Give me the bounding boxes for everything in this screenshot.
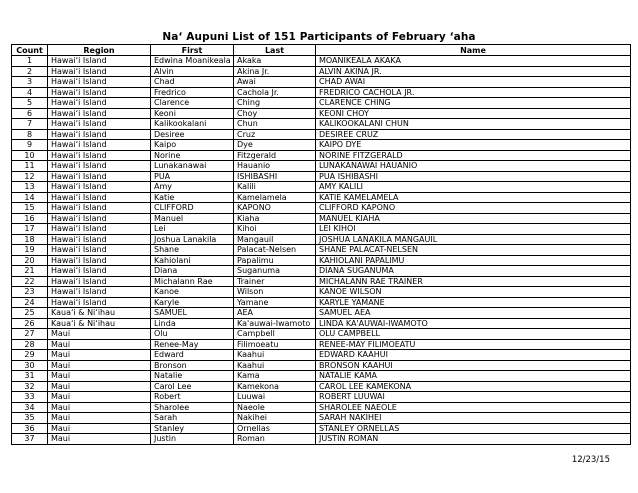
column-header-first: First xyxy=(151,45,234,56)
cell-count: 36 xyxy=(12,423,48,434)
cell-region: Hawaiʻi Island xyxy=(48,182,151,193)
cell-region: Hawaiʻi Island xyxy=(48,140,151,151)
cell-first: Edwina Moanikeala xyxy=(151,56,234,67)
cell-first: Manuel xyxy=(151,213,234,224)
cell-count: 6 xyxy=(12,108,48,119)
table-row xyxy=(12,350,631,361)
cell-region: Maui xyxy=(48,381,151,392)
cell-last: Kamelamela xyxy=(234,192,316,203)
table-row xyxy=(12,56,631,67)
cell-region: Maui xyxy=(48,423,151,434)
cell-first: Desiree xyxy=(151,129,234,140)
cell-first: Michalann Rae xyxy=(151,276,234,287)
cell-count: 31 xyxy=(12,371,48,382)
table-row xyxy=(12,129,631,140)
cell-count: 10 xyxy=(12,150,48,161)
cell-count: 3 xyxy=(12,77,48,88)
cell-region: Kauaʻi & Niʻihau xyxy=(48,318,151,329)
table-row xyxy=(12,224,631,235)
cell-first: Amy xyxy=(151,182,234,193)
cell-region: Maui xyxy=(48,371,151,382)
cell-name: KAIPO DYE xyxy=(316,140,631,151)
cell-count: 5 xyxy=(12,98,48,109)
cell-last: Kihoi xyxy=(234,224,316,235)
cell-count: 20 xyxy=(12,255,48,266)
cell-first: Kahiolani xyxy=(151,255,234,266)
cell-name: MOANIKEALA AKAKA xyxy=(316,56,631,67)
cell-count: 18 xyxy=(12,234,48,245)
cell-count: 14 xyxy=(12,192,48,203)
cell-last: Choy xyxy=(234,108,316,119)
cell-region: Hawaiʻi Island xyxy=(48,161,151,172)
cell-region: Hawaiʻi Island xyxy=(48,203,151,214)
cell-last: Roman xyxy=(234,434,316,445)
cell-count: 4 xyxy=(12,87,48,98)
table-row xyxy=(12,392,631,403)
cell-count: 19 xyxy=(12,245,48,256)
cell-name: LEI KIHOI xyxy=(316,224,631,235)
cell-count: 1 xyxy=(12,56,48,67)
cell-last: AEA xyxy=(234,308,316,319)
cell-region: Maui xyxy=(48,360,151,371)
cell-last: Filimoeatu xyxy=(234,339,316,350)
cell-first: Edward xyxy=(151,350,234,361)
cell-name: SAMUEL AEA xyxy=(316,308,631,319)
cell-first: Sarah xyxy=(151,413,234,424)
table-row xyxy=(12,203,631,214)
table-row xyxy=(12,182,631,193)
cell-first: Justin xyxy=(151,434,234,445)
cell-region: Hawaiʻi Island xyxy=(48,276,151,287)
cell-name: KAHIOLANI PAPALIMU xyxy=(316,255,631,266)
cell-region: Hawaiʻi Island xyxy=(48,119,151,130)
cell-last: Ka'auwai-Iwamoto xyxy=(234,318,316,329)
cell-last: ISHIBASHI xyxy=(234,171,316,182)
cell-last: Ching xyxy=(234,98,316,109)
cell-first: Lunakanawai xyxy=(151,161,234,172)
cell-last: Suganuma xyxy=(234,266,316,277)
cell-first: Carol Lee xyxy=(151,381,234,392)
cell-first: Karyle xyxy=(151,297,234,308)
cell-first: Kanoe xyxy=(151,287,234,298)
cell-name: DESIREE CRUZ xyxy=(316,129,631,140)
cell-first: Robert xyxy=(151,392,234,403)
cell-last: Naeole xyxy=(234,402,316,413)
cell-name: KEONI CHOY xyxy=(316,108,631,119)
column-header-last: Last xyxy=(234,45,316,56)
cell-last: Akina Jr. xyxy=(234,66,316,77)
cell-name: NATALIE KAMA xyxy=(316,371,631,382)
cell-name: RENEE-MAY FILIMOEATU xyxy=(316,339,631,350)
cell-last: Luuwai xyxy=(234,392,316,403)
table-row xyxy=(12,108,631,119)
cell-count: 34 xyxy=(12,402,48,413)
cell-name: LUNAKANAWAI HAUANIO xyxy=(316,161,631,172)
table-row xyxy=(12,171,631,182)
cell-first: Kaipo xyxy=(151,140,234,151)
cell-first: Stanley xyxy=(151,423,234,434)
table-row xyxy=(12,234,631,245)
table-row xyxy=(12,213,631,224)
cell-last: Wilson xyxy=(234,287,316,298)
cell-first: Norine xyxy=(151,150,234,161)
cell-count: 24 xyxy=(12,297,48,308)
cell-region: Hawaiʻi Island xyxy=(48,171,151,182)
cell-region: Hawaiʻi Island xyxy=(48,245,151,256)
cell-name: AMY KALILI xyxy=(316,182,631,193)
cell-last: Cachola Jr. xyxy=(234,87,316,98)
cell-region: Maui xyxy=(48,350,151,361)
cell-first: Chad xyxy=(151,77,234,88)
table-row xyxy=(12,339,631,350)
cell-last: Trainer xyxy=(234,276,316,287)
cell-region: Hawaiʻi Island xyxy=(48,87,151,98)
cell-count: 13 xyxy=(12,182,48,193)
cell-first: Shane xyxy=(151,245,234,256)
cell-last: Kalili xyxy=(234,182,316,193)
cell-count: 30 xyxy=(12,360,48,371)
cell-region: Maui xyxy=(48,339,151,350)
cell-last: Dye xyxy=(234,140,316,151)
cell-first: Lei xyxy=(151,224,234,235)
cell-first: Bronson xyxy=(151,360,234,371)
table-row xyxy=(12,98,631,109)
column-header-region: Region xyxy=(48,45,151,56)
cell-last: Kamekona xyxy=(234,381,316,392)
cell-region: Hawaiʻi Island xyxy=(48,255,151,266)
cell-last: Hauanio xyxy=(234,161,316,172)
cell-region: Hawaiʻi Island xyxy=(48,56,151,67)
cell-count: 37 xyxy=(12,434,48,445)
cell-region: Maui xyxy=(48,434,151,445)
cell-first: SAMUEL xyxy=(151,308,234,319)
cell-count: 15 xyxy=(12,203,48,214)
table-row xyxy=(12,434,631,445)
cell-region: Hawaiʻi Island xyxy=(48,213,151,224)
cell-name: CAROL LEE KAMEKONA xyxy=(316,381,631,392)
cell-last: Ornellas xyxy=(234,423,316,434)
cell-count: 2 xyxy=(12,66,48,77)
cell-name: BRONSON KAAHUI xyxy=(316,360,631,371)
cell-first: Clarence xyxy=(151,98,234,109)
cell-first: Kalikookalani xyxy=(151,119,234,130)
cell-region: Hawaiʻi Island xyxy=(48,150,151,161)
cell-region: Maui xyxy=(48,329,151,340)
table-header-row xyxy=(12,45,631,56)
cell-last: Campbell xyxy=(234,329,316,340)
table-row xyxy=(12,329,631,340)
cell-name: NORINE FITZGERALD xyxy=(316,150,631,161)
cell-first: PUA xyxy=(151,171,234,182)
table-row xyxy=(12,297,631,308)
table-row xyxy=(12,192,631,203)
cell-name: SHANE PALACAT-NELSEN xyxy=(316,245,631,256)
cell-first: CLIFFORD xyxy=(151,203,234,214)
cell-region: Maui xyxy=(48,402,151,413)
cell-name: EDWARD KAAHUI xyxy=(316,350,631,361)
cell-name: ROBERT LUUWAI xyxy=(316,392,631,403)
table-row xyxy=(12,150,631,161)
cell-region: Kauaʻi & Niʻihau xyxy=(48,308,151,319)
cell-count: 21 xyxy=(12,266,48,277)
cell-name: CLARENCE CHING xyxy=(316,98,631,109)
cell-region: Hawaiʻi Island xyxy=(48,224,151,235)
cell-name: CHAD AWAI xyxy=(316,77,631,88)
table-row xyxy=(12,371,631,382)
cell-name: PUA ISHIBASHI xyxy=(316,171,631,182)
cell-last: KAPONO xyxy=(234,203,316,214)
cell-first: Diana xyxy=(151,266,234,277)
cell-last: Kaahui xyxy=(234,350,316,361)
cell-first: Fredrico xyxy=(151,87,234,98)
cell-first: Renee-May xyxy=(151,339,234,350)
cell-first: Joshua Lanakila xyxy=(151,234,234,245)
cell-name: CLIFFORD KAPONO xyxy=(316,203,631,214)
column-header-name: Name xyxy=(316,45,631,56)
cell-region: Maui xyxy=(48,413,151,424)
cell-first: Olu xyxy=(151,329,234,340)
cell-last: Kaahui xyxy=(234,360,316,371)
table-row xyxy=(12,413,631,424)
cell-last: Awai xyxy=(234,77,316,88)
cell-name: JOSHUA LANAKILA MANGAUIL xyxy=(316,234,631,245)
cell-name: LINDA KA'AUWAI-IWAMOTO xyxy=(316,318,631,329)
cell-last: Palacat-Nelsen xyxy=(234,245,316,256)
cell-count: 29 xyxy=(12,350,48,361)
table-body xyxy=(12,56,631,445)
cell-name: KANOE WILSON xyxy=(316,287,631,298)
table-row xyxy=(12,381,631,392)
footer-date: 12/23/15 xyxy=(571,455,610,465)
cell-count: 22 xyxy=(12,276,48,287)
cell-count: 7 xyxy=(12,119,48,130)
cell-last: Kiaha xyxy=(234,213,316,224)
cell-count: 28 xyxy=(12,339,48,350)
cell-last: Kama xyxy=(234,371,316,382)
table-row xyxy=(12,119,631,130)
table-row xyxy=(12,360,631,371)
cell-last: Papalimu xyxy=(234,255,316,266)
cell-region: Hawaiʻi Island xyxy=(48,297,151,308)
cell-last: Chun xyxy=(234,119,316,130)
cell-name: MANUEL KIAHA xyxy=(316,213,631,224)
table-row xyxy=(12,266,631,277)
table-row xyxy=(12,318,631,329)
cell-name: KALIKOOKALANI CHUN xyxy=(316,119,631,130)
table-row xyxy=(12,308,631,319)
cell-region: Hawaiʻi Island xyxy=(48,129,151,140)
cell-region: Hawaiʻi Island xyxy=(48,66,151,77)
cell-last: Fitzgerald xyxy=(234,150,316,161)
table-row xyxy=(12,287,631,298)
table-row xyxy=(12,87,631,98)
table-row xyxy=(12,161,631,172)
cell-name: MICHALANN RAE TRAINER xyxy=(316,276,631,287)
cell-count: 16 xyxy=(12,213,48,224)
cell-count: 17 xyxy=(12,224,48,235)
table-row xyxy=(12,255,631,266)
cell-count: 32 xyxy=(12,381,48,392)
cell-count: 9 xyxy=(12,140,48,151)
cell-last: Mangauil xyxy=(234,234,316,245)
cell-name: DIANA SUGANUMA xyxy=(316,266,631,277)
document-title: Naʻ Aupuni List of 151 Participants of February ʻaha xyxy=(162,31,476,43)
cell-count: 25 xyxy=(12,308,48,319)
cell-region: Hawaiʻi Island xyxy=(48,108,151,119)
cell-count: 12 xyxy=(12,171,48,182)
participants-table xyxy=(11,44,631,445)
cell-name: FREDRICO CACHOLA JR. xyxy=(316,87,631,98)
cell-first: Sharolee xyxy=(151,402,234,413)
column-header-count: Count xyxy=(12,45,48,56)
cell-region: Hawaiʻi Island xyxy=(48,77,151,88)
cell-count: 27 xyxy=(12,329,48,340)
table-row xyxy=(12,66,631,77)
table-row xyxy=(12,245,631,256)
cell-name: SARAH NAKIHEI xyxy=(316,413,631,424)
cell-first: Alvin xyxy=(151,66,234,77)
cell-name: OLU CAMPBELL xyxy=(316,329,631,340)
table-row xyxy=(12,423,631,434)
cell-last: Cruz xyxy=(234,129,316,140)
cell-count: 11 xyxy=(12,161,48,172)
cell-name: KATIE KAMELAMELA xyxy=(316,192,631,203)
table-row xyxy=(12,276,631,287)
cell-name: KARYLE YAMANE xyxy=(316,297,631,308)
cell-region: Hawaiʻi Island xyxy=(48,234,151,245)
cell-first: Keoni xyxy=(151,108,234,119)
cell-region: Hawaiʻi Island xyxy=(48,98,151,109)
cell-region: Hawaiʻi Island xyxy=(48,266,151,277)
cell-first: Linda xyxy=(151,318,234,329)
table-row xyxy=(12,402,631,413)
cell-region: Hawaiʻi Island xyxy=(48,192,151,203)
cell-first: Katie xyxy=(151,192,234,203)
cell-name: JUSTIN ROMAN xyxy=(316,434,631,445)
cell-count: 35 xyxy=(12,413,48,424)
cell-last: Yamane xyxy=(234,297,316,308)
cell-first: Natalie xyxy=(151,371,234,382)
cell-name: ALVIN AKINA JR. xyxy=(316,66,631,77)
cell-count: 23 xyxy=(12,287,48,298)
table-row xyxy=(12,140,631,151)
cell-name: STANLEY ORNELLAS xyxy=(316,423,631,434)
cell-count: 8 xyxy=(12,129,48,140)
cell-count: 33 xyxy=(12,392,48,403)
cell-region: Maui xyxy=(48,392,151,403)
cell-count: 26 xyxy=(12,318,48,329)
table-row xyxy=(12,77,631,88)
cell-name: SHAROLEE NAEOLE xyxy=(316,402,631,413)
cell-last: Akaka xyxy=(234,56,316,67)
cell-region: Hawaiʻi Island xyxy=(48,287,151,298)
cell-last: Nakihei xyxy=(234,413,316,424)
